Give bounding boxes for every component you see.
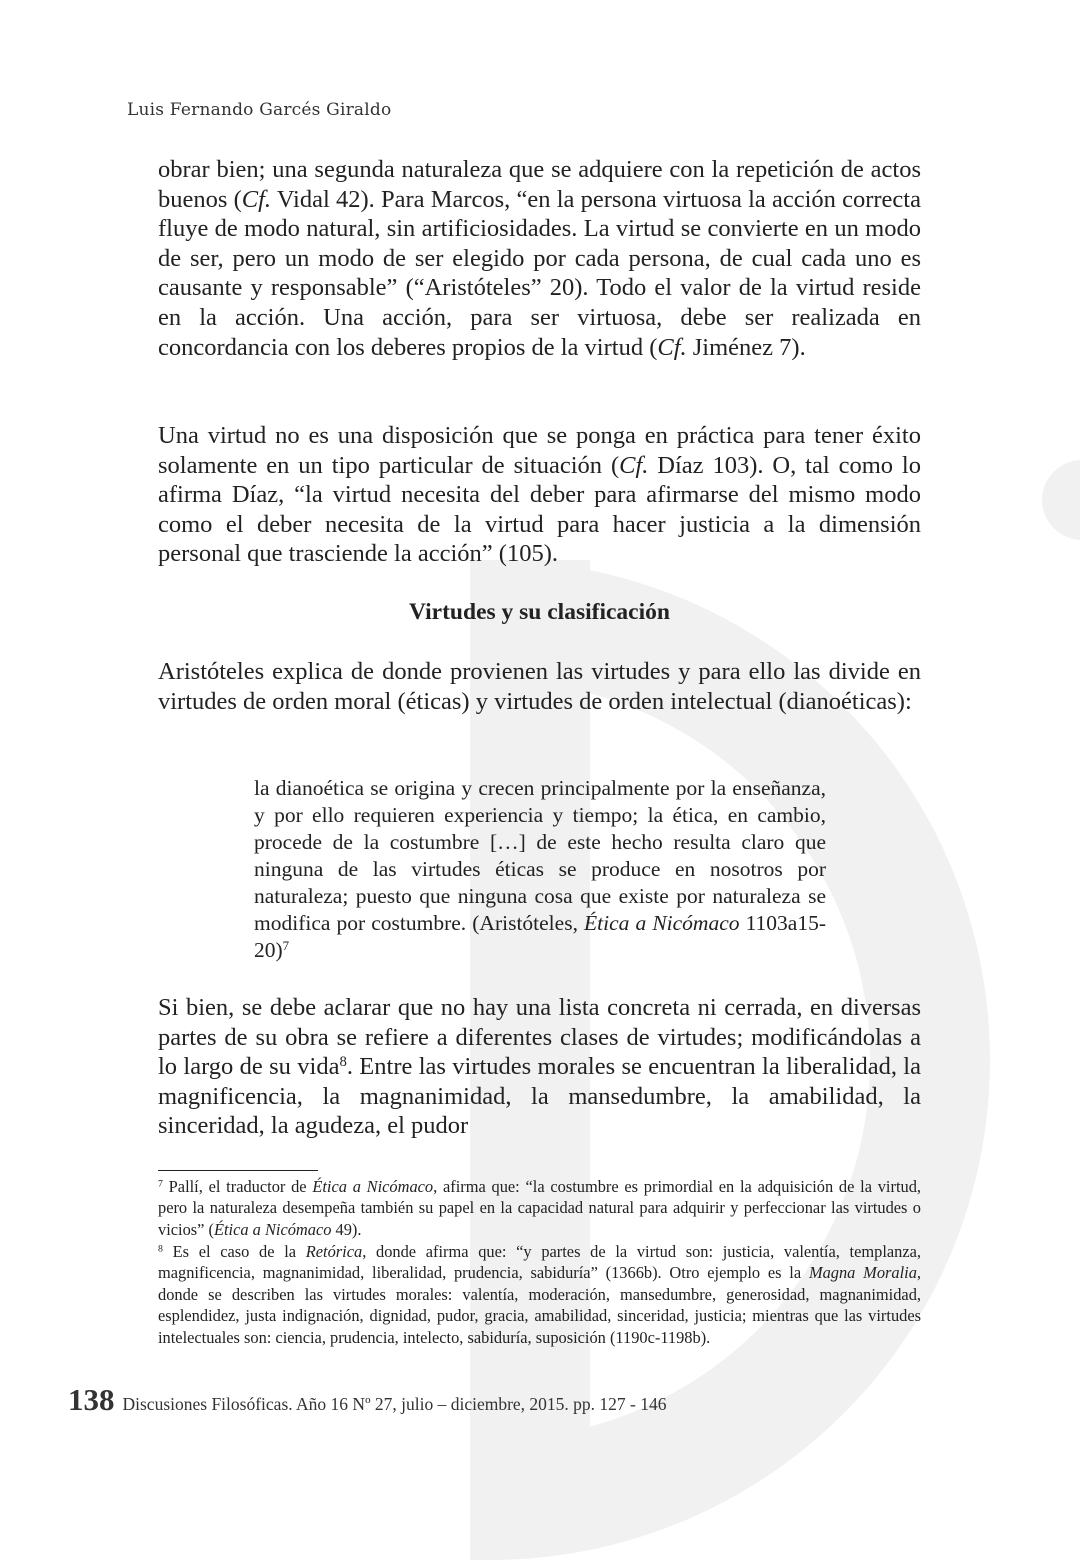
paragraph-3: Aristóteles explica de donde provienen las virtudes y para ello las divide en virtudes de orden moral (éticas) y virtudes de orden intelectual (dianoéticas): <box>158 658 921 715</box>
quote-citation: 1103a15-20) <box>254 911 826 962</box>
footnote-8-text-2: , donde afirma que: “y partes de la virtud son: justicia, valentía, templanza, magnificencia, magnanimidad, liberalidad, prudencia, sabiduría” (1366b). Otro ejemplo es la <box>158 1242 921 1283</box>
footnote-ref-7[interactable]: 7 <box>282 938 290 953</box>
footnote-8-text-3: , donde se describen las virtudes morales: valentía, moderación, mansedumbre, generosidad, magnanimidad, esplendidez, justa indignación, dignidad, pudor, gracia, amabilidad, sinceridad, justicia; mientras que las virtudes intelectuales son: ciencia, prudencia, intelecto, sabiduría, suposición (1190c-1198b). <box>158 1263 921 1347</box>
running-header-author: Luis Fernando Garcés Giraldo <box>127 100 392 120</box>
footnote-8-title-2: Magna Moralia <box>808 1263 917 1283</box>
footnote-ref-8[interactable]: 8 <box>339 1054 347 1071</box>
footnote-7-title-1: Ética a Nicómaco <box>312 1177 434 1196</box>
watermark-dot <box>1042 460 1080 540</box>
footnote-8-title-1: Retórica <box>305 1242 363 1261</box>
footnote-8 <box>158 1241 921 1348</box>
paragraph-1-text-1: obrar bien; una segunda naturaleza que se adquiere con la repetición de actos buenos ( <box>158 156 921 213</box>
footnote-7-title-2: Ética a Nicómaco <box>213 1219 332 1239</box>
page-footer <box>68 1382 667 1418</box>
quote-work-title: Ética a Nicómaco <box>584 911 740 935</box>
paragraph-2-text-2: Díaz 103). O, tal como lo afirma Díaz, “la virtud necesita del deber para afirmarse del mismo modo como el deber necesita de la virtud para hacer justicia a la dimensión personal que trasciende la acción” (105). <box>158 451 921 568</box>
paragraph-1-cf-2: Cf. <box>657 333 687 361</box>
paragraph-2-cf: Cf. <box>619 451 649 479</box>
paragraph-2 <box>158 421 921 569</box>
page-number: 138 <box>68 1382 115 1417</box>
footnote-7-text-1: Pallí, el traductor de <box>162 1177 313 1196</box>
paragraph-1 <box>158 155 921 362</box>
footnote-8-number: 8 <box>158 1243 163 1255</box>
section-heading: Virtudes y su clasificación <box>409 599 670 625</box>
quote-text: la dianoética se origina y crecen principalmente por la enseñanza, y por ello requieren experiencia y tiempo; la ética, en cambio, procede de la costumbre […] de este hecho resulta claro que ninguna de las virtudes éticas se produce en nosotros por naturaleza; puesto que ninguna cosa que existe por naturaleza se modifica por costumbre. (Aristóteles, <box>254 776 826 935</box>
journal-citation: Discusiones Filosóficas. Año 16 Nº 27, julio – diciembre, 2015. pp. 127 - 146 <box>122 1394 667 1414</box>
paragraph-4 <box>158 993 921 1141</box>
footnote-7-text-2: , afirma que: “la costumbre es primordial en la adquisición de la virtud, pero la naturaleza desempeña también su papel en la capacidad natural para adquirir y perfeccionar las virtudes o vicios” ( <box>158 1177 921 1239</box>
paragraph-2-text-1: Una virtud no es una disposición que se ponga en práctica para tener éxito solamente en un tipo particular de situación ( <box>158 422 921 479</box>
paragraph-1-text-2: Vidal 42). Para Marcos, “en la persona virtuosa la acción correcta fluye de modo natural, sin artificiosidades. La virtud se convierte en un modo de ser, pero un modo de ser elegido por cada persona, de cual cada uno es causante y responsable” (“Aristóteles” 20). Todo el valor de la virtud reside en la acción. Una acción, para ser virtuosa, debe ser realizada en concordancia con los deberes propios de la virtud ( <box>158 185 921 361</box>
footnote-7-text-3: 49). <box>331 1219 362 1239</box>
paragraph-1-text-3: Jiménez 7). <box>686 333 806 361</box>
footnote-7-number: 7 <box>158 1178 163 1190</box>
footnote-7 <box>158 1176 921 1240</box>
paragraph-1-cf-1: Cf. <box>241 185 272 213</box>
footnote-separator <box>158 1170 318 1171</box>
footnote-8-text-1: Es el caso de la <box>162 1242 306 1261</box>
paragraph-4-text-2: . Entre las virtudes morales se encuentran la liberalidad, la magnificencia, la magnanimidad, la mansedumbre, la amabilidad, la sinceridad, la agudeza, el pudor <box>158 1053 921 1140</box>
paragraph-4-text-1: Si bien, se debe aclarar que no hay una lista concreta ni cerrada, en diversas partes de su obra se refiere a diferentes clases de virtudes; modificándolas a lo largo de su vida <box>158 994 921 1081</box>
block-quote <box>254 775 826 964</box>
